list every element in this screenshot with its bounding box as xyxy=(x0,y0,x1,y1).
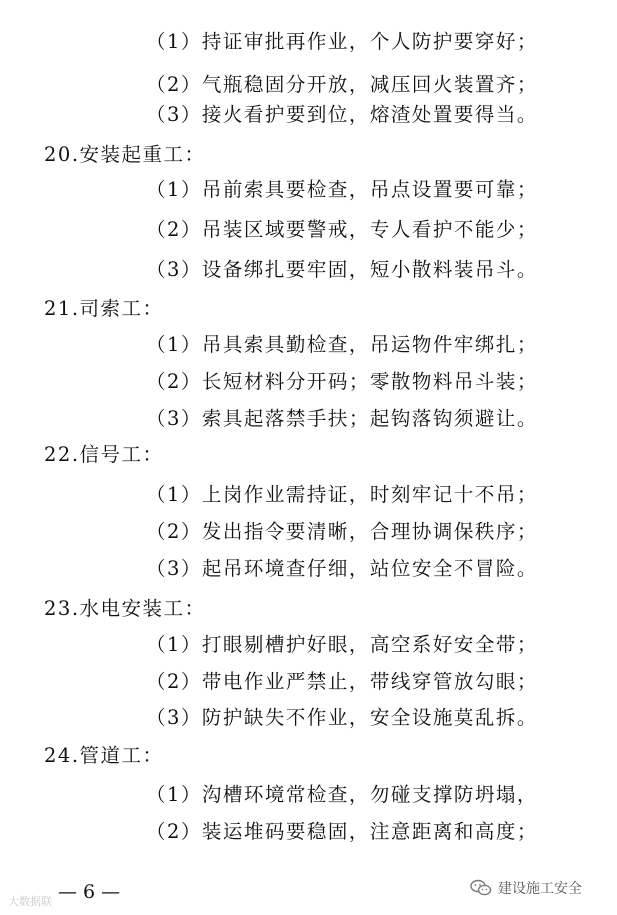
section-heading: 24.管道工： xyxy=(44,744,164,767)
list-item: （1）持证审批再作业，个人防护要穿好； xyxy=(146,30,538,53)
list-item: （2）发出指令要清晰，合理协调保秩序； xyxy=(146,520,538,543)
section-heading: 20.安装起重工： xyxy=(44,143,206,166)
list-item: （3）起吊环境查仔细，站位安全不冒险。 xyxy=(146,557,538,580)
list-item: （2）吊装区域要警戒，专人看护不能少； xyxy=(146,218,538,241)
section-heading: 22.信号工： xyxy=(44,443,164,466)
section-heading: 23.水电安装工： xyxy=(44,597,206,620)
list-item: （2）气瓶稳固分开放，减压回火装置齐； xyxy=(146,73,538,96)
list-item: （3）设备绑扎要牢固，短小散料装吊斗。 xyxy=(146,258,538,281)
brand-name: 建设施工安全 xyxy=(498,881,582,897)
list-item: （2）带电作业严禁止，带线穿管放勾眼； xyxy=(146,670,538,693)
list-item: （3）接火看护要到位，熔渣处置要得当。 xyxy=(146,103,538,126)
list-item: （3）索具起落禁手扶；起钩落钩须避让。 xyxy=(146,407,538,430)
list-item: （1）吊具索具勤检查，吊运物件牢绑扎； xyxy=(146,333,538,356)
list-item: （3）防护缺失不作业，安全设施莫乱拆。 xyxy=(146,706,538,729)
watermark-text: 大数据联 xyxy=(8,895,52,908)
list-item: （1）吊前索具要检查，吊点设置要可靠； xyxy=(146,178,538,201)
list-item: （2）长短材料分开码；零散物料吊斗装； xyxy=(146,370,538,393)
list-item: （1）上岗作业需持证，时刻牢记十不吊； xyxy=(146,483,538,506)
wechat-icon xyxy=(470,879,492,897)
list-item: （2）装运堆码要稳固，注意距离和高度； xyxy=(146,820,538,843)
section-heading: 21.司索工： xyxy=(44,297,164,320)
list-item: （1）打眼剔槽护好眼，高空系好安全带； xyxy=(146,633,538,656)
brand-label xyxy=(470,878,582,898)
list-item: （1）沟槽环境常检查，勿碰支撑防坍塌， xyxy=(146,783,538,806)
page-number: — 6 — xyxy=(58,881,121,903)
